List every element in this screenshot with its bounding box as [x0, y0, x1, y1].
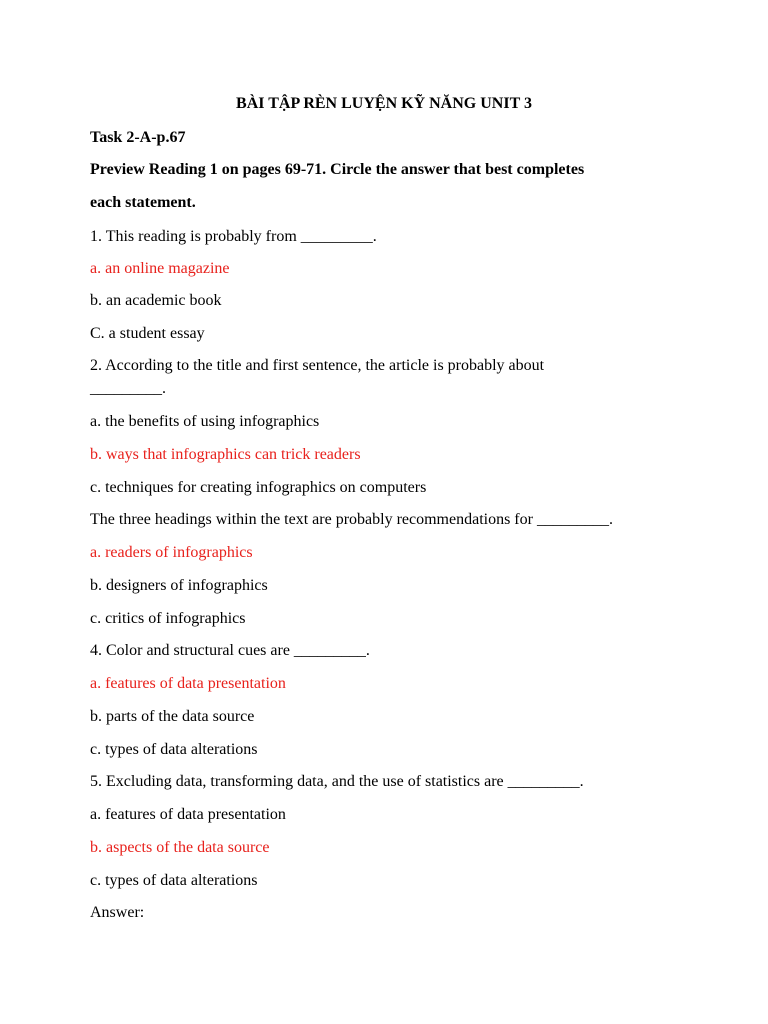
question-5-option-b-correct: b. aspects of the data source — [90, 839, 270, 856]
instruction-line-2: each statement. — [90, 194, 196, 211]
document-title: BÀI TẬP RÈN LUYỆN KỸ NĂNG UNIT 3 — [236, 95, 532, 112]
question-1-option-c: C. a student essay — [90, 325, 205, 342]
question-3: The three headings within the text are probably recommendations for _________. — [90, 511, 613, 528]
question-4-option-c: c. types of data alterations — [90, 741, 258, 758]
question-1-option-b: b. an academic book — [90, 292, 222, 309]
question-5-option-a: a. features of data presentation — [90, 806, 286, 823]
question-4-option-a-correct: a. features of data presentation — [90, 675, 286, 692]
question-5-option-c: c. types of data alterations — [90, 872, 258, 889]
question-2-line-1: 2. According to the title and first sentence, the article is probably about — [90, 357, 545, 374]
question-4-option-b: b. parts of the data source — [90, 708, 255, 725]
question-2-option-b-correct: b. ways that infographics can trick readers — [90, 446, 361, 463]
question-2-line-2: _________. — [90, 380, 166, 397]
question-4: 4. Color and structural cues are _________. — [90, 642, 370, 659]
question-1: 1. This reading is probably from _________. — [90, 228, 377, 245]
question-3-option-b: b. designers of infographics — [90, 577, 268, 594]
task-label: Task 2-A-p.67 — [90, 129, 186, 146]
question-3-option-c: c. critics of infographics — [90, 610, 246, 627]
question-3-option-a-correct: a. readers of infographics — [90, 544, 253, 561]
question-5: 5. Excluding data, transforming data, and the use of statistics are _________. — [90, 773, 584, 790]
question-2-option-c: c. techniques for creating infographics on computers — [90, 479, 427, 496]
answer-label: Answer: — [90, 904, 145, 921]
question-1-option-a-correct: a. an online magazine — [90, 260, 230, 277]
question-2-option-a: a. the benefits of using infographics — [90, 413, 320, 430]
instruction-line-1: Preview Reading 1 on pages 69-71. Circle the answer that best completes — [90, 161, 585, 178]
